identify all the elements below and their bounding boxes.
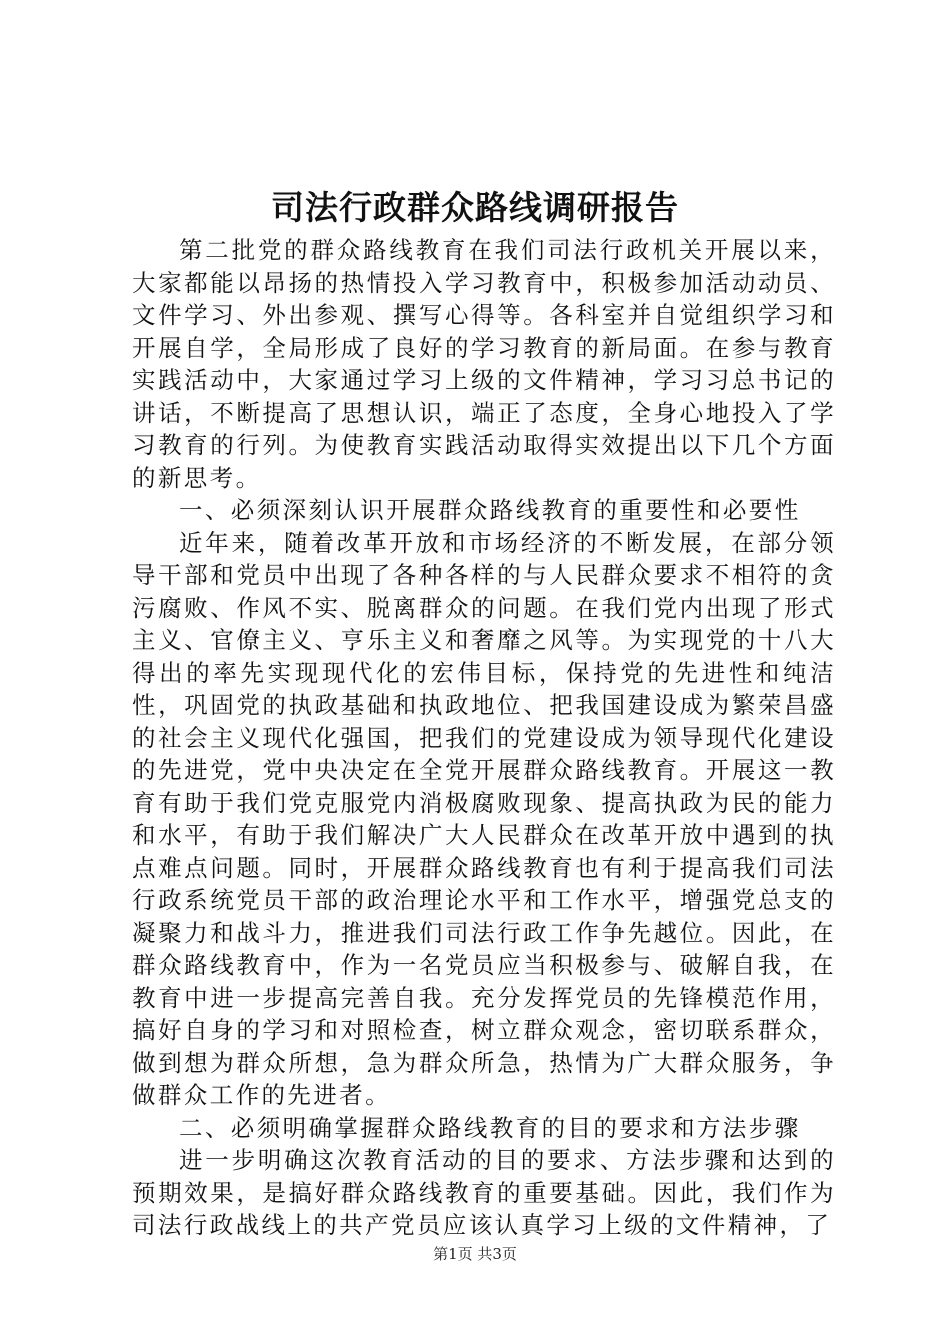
document-title: 司法行政群众路线调研报告 bbox=[271, 188, 679, 227]
document-body bbox=[132, 234, 836, 1242]
page-number-footer: 第1页 共3页 bbox=[433, 1245, 517, 1263]
section-heading-1: 一、必须深刻认识开展群众路线教育的重要性和必要性 bbox=[179, 496, 801, 524]
paragraph-section-2: 进一步明确这次教育活动的目的要求、方法步骤和达到的预期效果，是搞好群众路线教育的重要基础。因此，我们作为司法行政战线上的共产党员应该认真学习上级的文件精神，了 bbox=[132, 1146, 836, 1239]
paragraph-intro: 第二批党的群众路线教育在我们司法行政机关开展以来，大家都能以昂扬的热情投入学习教育中，积极参加活动动员、文件学习、外出参观、撰写心得等。各科室并自觉组织学习和开展自学，全局形成了良好的学习教育的新局面。在参与教育实践活动中，大家通过学习上级的文件精神，学习习总书记的讲话，不断提高了思想认识，端正了态度，全身心地投入了学习教育的行列。为使教育实践活动取得实效提出以下几个方面的新思考。 bbox=[132, 236, 836, 492]
section-heading-2: 二、必须明确掌握群众路线教育的目的要求和方法步骤 bbox=[179, 1113, 801, 1142]
paragraph-section-1: 近年来，随着改革开放和市场经济的不断发展，在部分领导干部和党员中出现了各种各样的与人民群众要求不相符的贪污腐败、作风不实、脱离群众的问题。在我们党内出现了形式主义、官僚主义、亨乐主义和奢靡之风等。为实现党的十八大得出的率先实现现代化的宏伟目标，保持党的先进性和纯洁性，巩固党的执政基础和执政地位、把我国建设成为繁荣昌盛的社会主义现代化强国，把我们的党建设成为领导现代化建设的先进党，党中央决定在全党开展群众路线教育。开展这一教育有助于我们党克服党内消极腐败现象、提高执政为民的能力和水平，有助于我们解决广大人民群众在改革开放中遇到的执点难点问题。同时，开展群众路线教育也有利于提高我们司法行政系统党员干部的政治理论水平和工作水平，增强党总支的凝聚力和战斗力，推进我们司法行政工作争先越位。因此，在群众路线教育中，作为一名党员应当积极参与、破解自我，在教育中进一步提高完善自我。充分发挥党员的先锋模范作用，搞好自身的学习和对照检查，树立群众观念，密切联系群众，做到想为群众所想，急为群众所急，热情为广大群众服务，争做群众工作的先进者。 bbox=[132, 528, 836, 1109]
